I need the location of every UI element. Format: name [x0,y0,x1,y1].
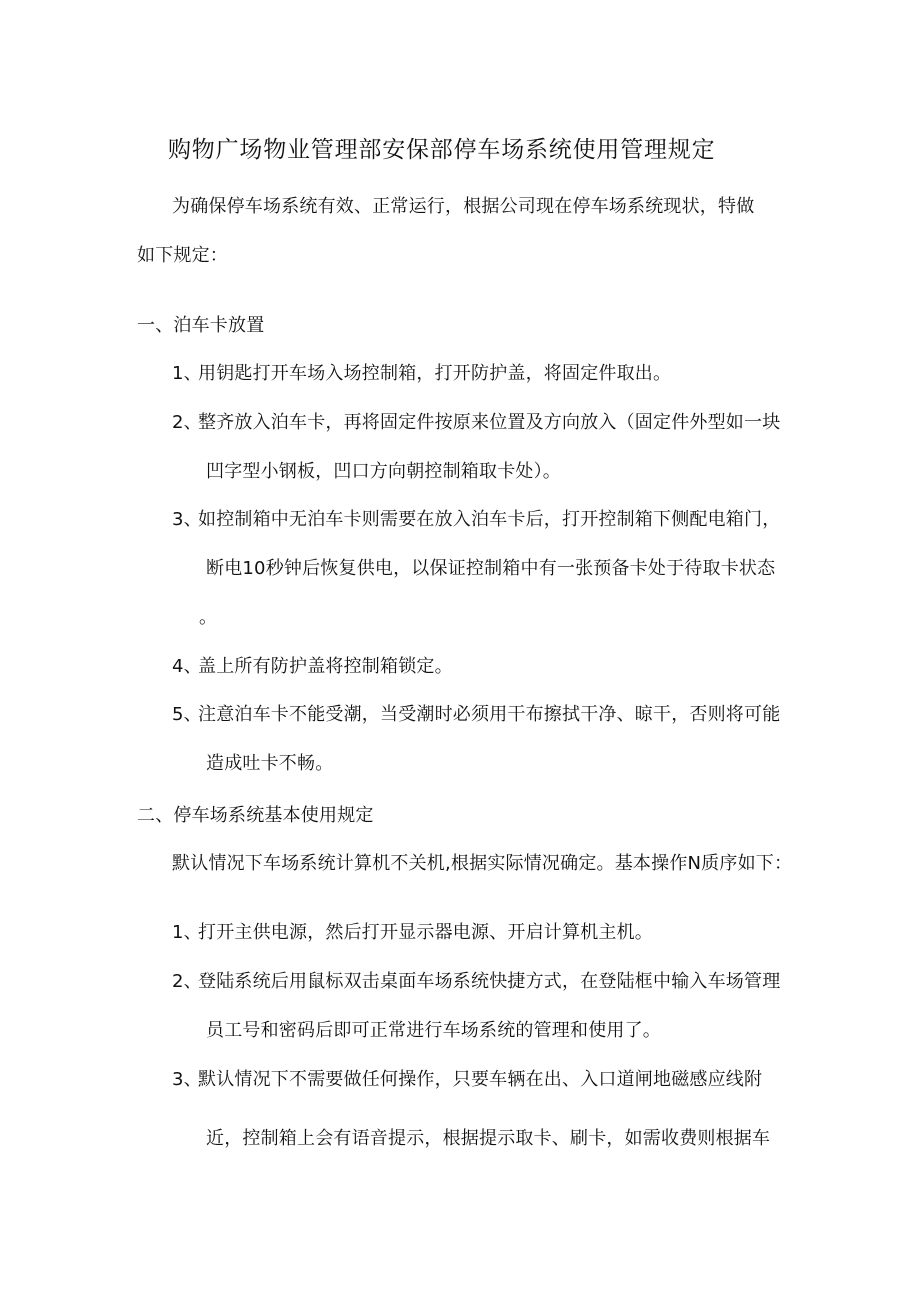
list-item-number: 3、 [172,509,202,530]
list-item-text-continued: 。 [199,607,218,628]
list-item-number: 3、 [172,1069,202,1090]
list-item-number: 1、 [172,922,202,943]
list-item-number: 5、 [172,704,202,725]
list-item-text-continued: 造成吐卡不畅。 [206,753,334,774]
section-heading-1: 一、泊车卡放置 [137,315,265,336]
list-item-text: 打开主供电源，然后打开显示器电源、开启计算机主机。 [198,922,653,943]
intro-line-2: 如下规定： [137,245,228,266]
list-item-text: 用钥匙打开车场入场控制箱，打开防护盖，将固定件取出。 [198,363,672,384]
document-title: 购物广场物业管理部安保部停车场系统使用管理规定 [168,137,716,163]
list-item-text-continued: 断电10秒钟后恢复供电，以保证控制箱中有一张预备卡处于待取卡状态 [206,558,776,579]
list-item-number: 1、 [172,363,202,384]
list-item-text: 整齐放入泊车卡，再将固定件按原来位置及方向放入（固定件外型如一块 [198,412,781,433]
list-item-number: 2、 [172,971,202,992]
intro-line-1: 为确保停车场系统有效、正常运行，根据公司现在停车场系统现状，特做 [172,196,755,217]
list-item-number: 4、 [172,656,202,677]
list-item-text: 注意泊车卡不能受潮，当受潮时必须用干布擦拭干净、晾干，否则将可能 [198,704,781,725]
list-item-text: 盖上所有防护盖将控制箱锁定。 [198,656,453,677]
list-item-text-continued: 凹字型小钢板，凹口方向朝控制箱取卡处）。 [206,461,561,482]
section-heading-2: 二、停车场系统基本使用规定 [137,805,374,826]
section-intro: 默认情况下车场系统计算机不关机,根据实际情况确定。基本操作N质序如下： [172,853,793,874]
list-item-text-continued: 员工号和密码后即可正常进行车场系统的管理和使用了。 [206,1020,661,1041]
list-item-text-continued: 近，控制箱上会有语音提示，根据提示取卡、刷卡，如需收费则根据车 [206,1128,771,1149]
list-item-text: 登陆系统后用鼠标双击桌面车场系统快捷方式，在登陆框中输入车场管理 [198,971,781,992]
list-item-text: 默认情况下不需要做任何操作，只要车辆在出、入口道闸地磁感应线附 [198,1069,763,1090]
list-item-text: 如控制箱中无泊车卡则需要在放入泊车卡后，打开控制箱下侧配电箱门， [198,509,781,530]
list-item-number: 2、 [172,412,202,433]
